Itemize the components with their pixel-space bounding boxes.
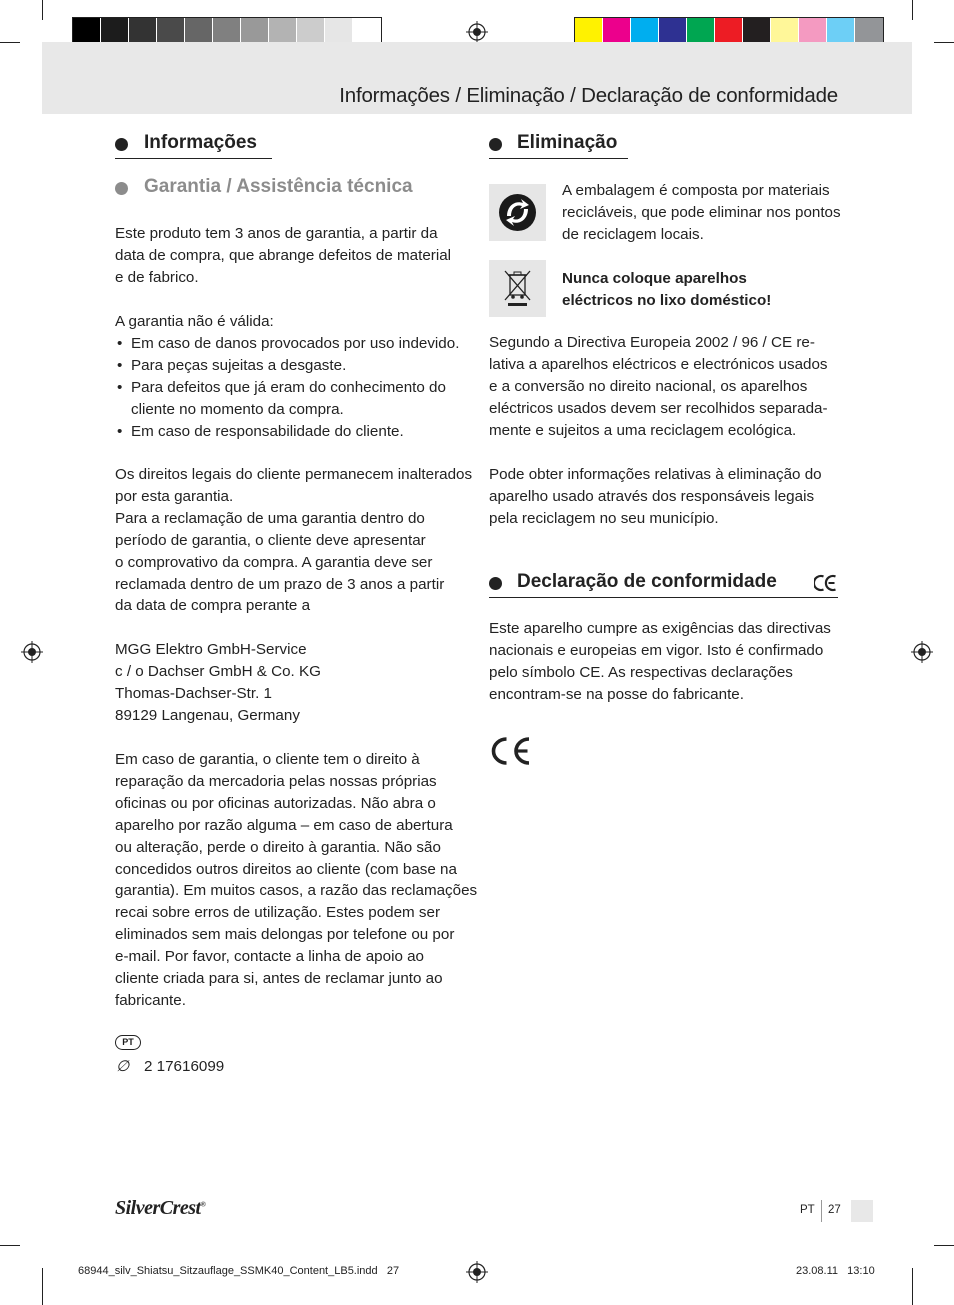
text-line: Em caso de garantia, o cliente tem o direito à	[115, 751, 420, 768]
crossed-bin-icon	[489, 260, 546, 317]
file-slug: 68944_silv_Shiatsu_Sitzauflage_SSMK40_Content_LB5.indd 27	[78, 1265, 400, 1277]
directive-text	[489, 332, 828, 442]
country-badge: PT	[115, 1035, 141, 1050]
address-line: Thomas-Dachser-Str. 1	[115, 684, 272, 702]
footer-tab	[851, 1200, 873, 1222]
list-item-line: • Para peças sujeitas a desgaste.	[131, 356, 347, 374]
crop-mark	[42, 0, 43, 20]
heading-informacoes: Informações	[144, 132, 257, 153]
green-dot-recycle-icon	[489, 184, 546, 241]
text-line: Para a reclamação de uma garantia dentro do	[115, 509, 425, 527]
address-line: 89129 Langenau, Germany	[115, 706, 300, 724]
footer-divider	[821, 1200, 822, 1222]
warranty-case-text	[115, 749, 477, 1012]
text-line: ou alteração, perde o direito à garantia. Não são	[115, 838, 441, 856]
text-line: aparelho por razão alguma – em caso de abertura	[115, 816, 453, 834]
warranty-invalid-list	[115, 333, 459, 443]
weee-icon-box	[489, 260, 546, 317]
text-line: fabricante.	[115, 991, 186, 1009]
crop-mark	[912, 0, 913, 20]
conformity-text	[489, 618, 831, 706]
registration-mark-icon	[466, 1261, 488, 1283]
text-line: e a conversão no direito nacional, os aparelhos	[489, 377, 808, 395]
heading-underline	[489, 158, 628, 159]
text-line: período de garantia, o cliente deve apresentar	[115, 531, 426, 549]
address-line: MGG Elektro GmbH-Service	[115, 641, 307, 658]
heading-bullet	[489, 138, 502, 151]
text-line: garantia). Em muitos casos, a razão das reclamações	[115, 882, 478, 900]
list-item	[115, 333, 459, 355]
registration-mark-icon	[911, 641, 933, 663]
text-line: o comprovativo da compra. A garantia deve ser	[115, 553, 433, 571]
crop-mark	[0, 42, 20, 43]
packaging-text	[562, 180, 841, 246]
heading-declaracao: Declaração de conformidade	[517, 571, 777, 592]
text-line: reclamada dentro de um prazo de 3 anos a partir	[115, 575, 445, 593]
ce-mark-icon	[489, 735, 533, 767]
warranty-invalid-title: A garantia não é válida:	[115, 313, 274, 330]
list-item-line: • Em caso de responsabilidade do cliente.	[131, 422, 404, 440]
text-line: por esta garantia.	[115, 487, 234, 505]
heading-underline	[115, 158, 272, 159]
heading-garantia: Garantia / Assistência técnica	[144, 176, 413, 197]
page-title: Informações / Eliminação / Declaração de conformidade	[339, 84, 838, 107]
heading-underline	[489, 597, 838, 598]
crop-mark	[0, 1245, 20, 1246]
text-line: Nunca coloque aparelhos	[562, 270, 747, 287]
list-item-line: cliente no momento da compra.	[131, 400, 344, 418]
text-line: eléctricos no lixo doméstico!	[562, 291, 772, 309]
hotline-number: 2 17616099	[144, 1058, 225, 1075]
registration-mark-icon	[466, 21, 488, 43]
text-line: oficinas ou por oficinas autorizadas. Não abra o	[115, 794, 436, 812]
text-line: e de fabrico.	[115, 268, 199, 286]
text-line: reparação da mercadoria pelas nossas próprias	[115, 772, 437, 790]
service-address	[115, 639, 321, 727]
text-line: mente e sujeitos a uma reciclagem ecológica.	[489, 421, 797, 439]
list-item	[115, 355, 459, 377]
recycle-icon-box	[489, 184, 546, 241]
list-item-line: • Em caso de danos provocados por uso indevido.	[131, 334, 460, 352]
text-line: de reciclagem locais.	[562, 225, 704, 243]
heading-bullet	[115, 138, 128, 151]
brand-logo: SilverCrest®	[115, 1197, 206, 1219]
phone-symbol: ∅	[116, 1058, 130, 1075]
text-line: data de compra, que abrange defeitos de material	[115, 246, 452, 264]
text-line: concedidos outros direitos ao cliente (com base na	[115, 860, 457, 878]
footer-language: PT	[800, 1204, 815, 1216]
text-line: Este aparelho cumpre as exigências das directivas	[489, 620, 831, 637]
disposal-info-text	[489, 464, 822, 530]
crop-mark	[934, 42, 954, 43]
text-line: recai sobre erros de utilização. Estes podem ser	[115, 904, 440, 922]
list-item-line: • Para defeitos que já eram do conhecimento do	[131, 378, 446, 396]
warranty-intro	[115, 223, 451, 289]
warranty-invalid	[115, 311, 459, 442]
text-line: eliminados sem mais delongas por telefone ou por	[115, 926, 455, 944]
text-line: pelo símbolo CE. As respectivas declarações	[489, 663, 793, 681]
text-line: nacionais e europeias em vigor. Isto é confirmado	[489, 641, 824, 659]
text-line: cliente criada para si, antes de reclamar junto ao	[115, 970, 443, 988]
crop-mark	[912, 1268, 913, 1305]
heading-bullet	[115, 182, 128, 195]
text-line: pela reciclagem no seu município.	[489, 509, 719, 527]
heading-bullet	[489, 577, 502, 590]
list-item	[115, 377, 459, 421]
list-item	[115, 421, 459, 443]
text-line: A embalagem é composta por materiais	[562, 182, 830, 199]
legal-rights-text	[115, 464, 472, 617]
registration-mark-icon	[21, 641, 43, 663]
brand-logo-text: SilverCrest	[115, 1197, 201, 1219]
text-line: Este produto tem 3 anos de garantia, a partir da	[115, 225, 438, 242]
text-line: recicláveis, que pode eliminar nos pontos	[562, 203, 841, 221]
text-line: e-mail. Por favor, contacte a linha de apoio ao	[115, 948, 424, 966]
address-line: c / o Dachser GmbH & Co. KG	[115, 662, 321, 680]
text-line: eléctricos usados devem ser recolhidos separada-	[489, 399, 828, 417]
print-datetime: 23.08.11 13:10	[796, 1265, 875, 1277]
text-line: encontram-se na posse do fabricante.	[489, 685, 744, 703]
text-line: da data de compra perante a	[115, 597, 311, 615]
crop-mark	[42, 1268, 43, 1305]
text-line: Pode obter informações relativas à eliminação do	[489, 466, 822, 483]
weee-warning	[562, 268, 771, 312]
text-line: Os direitos legais do cliente permanecem inalterados	[115, 466, 473, 483]
page-number: 27	[828, 1204, 841, 1216]
text-line: aparelho usado através dos responsáveis legais	[489, 487, 815, 505]
heading-eliminacao: Eliminação	[517, 132, 618, 153]
crop-mark	[934, 1245, 954, 1246]
text-line: Segundo a Directiva Europeia 2002 / 96 / CE re-	[489, 334, 815, 351]
text-line: lativa a aparelhos eléctricos e electrónicos usados	[489, 355, 828, 373]
ce-mark-small-icon	[814, 574, 838, 592]
